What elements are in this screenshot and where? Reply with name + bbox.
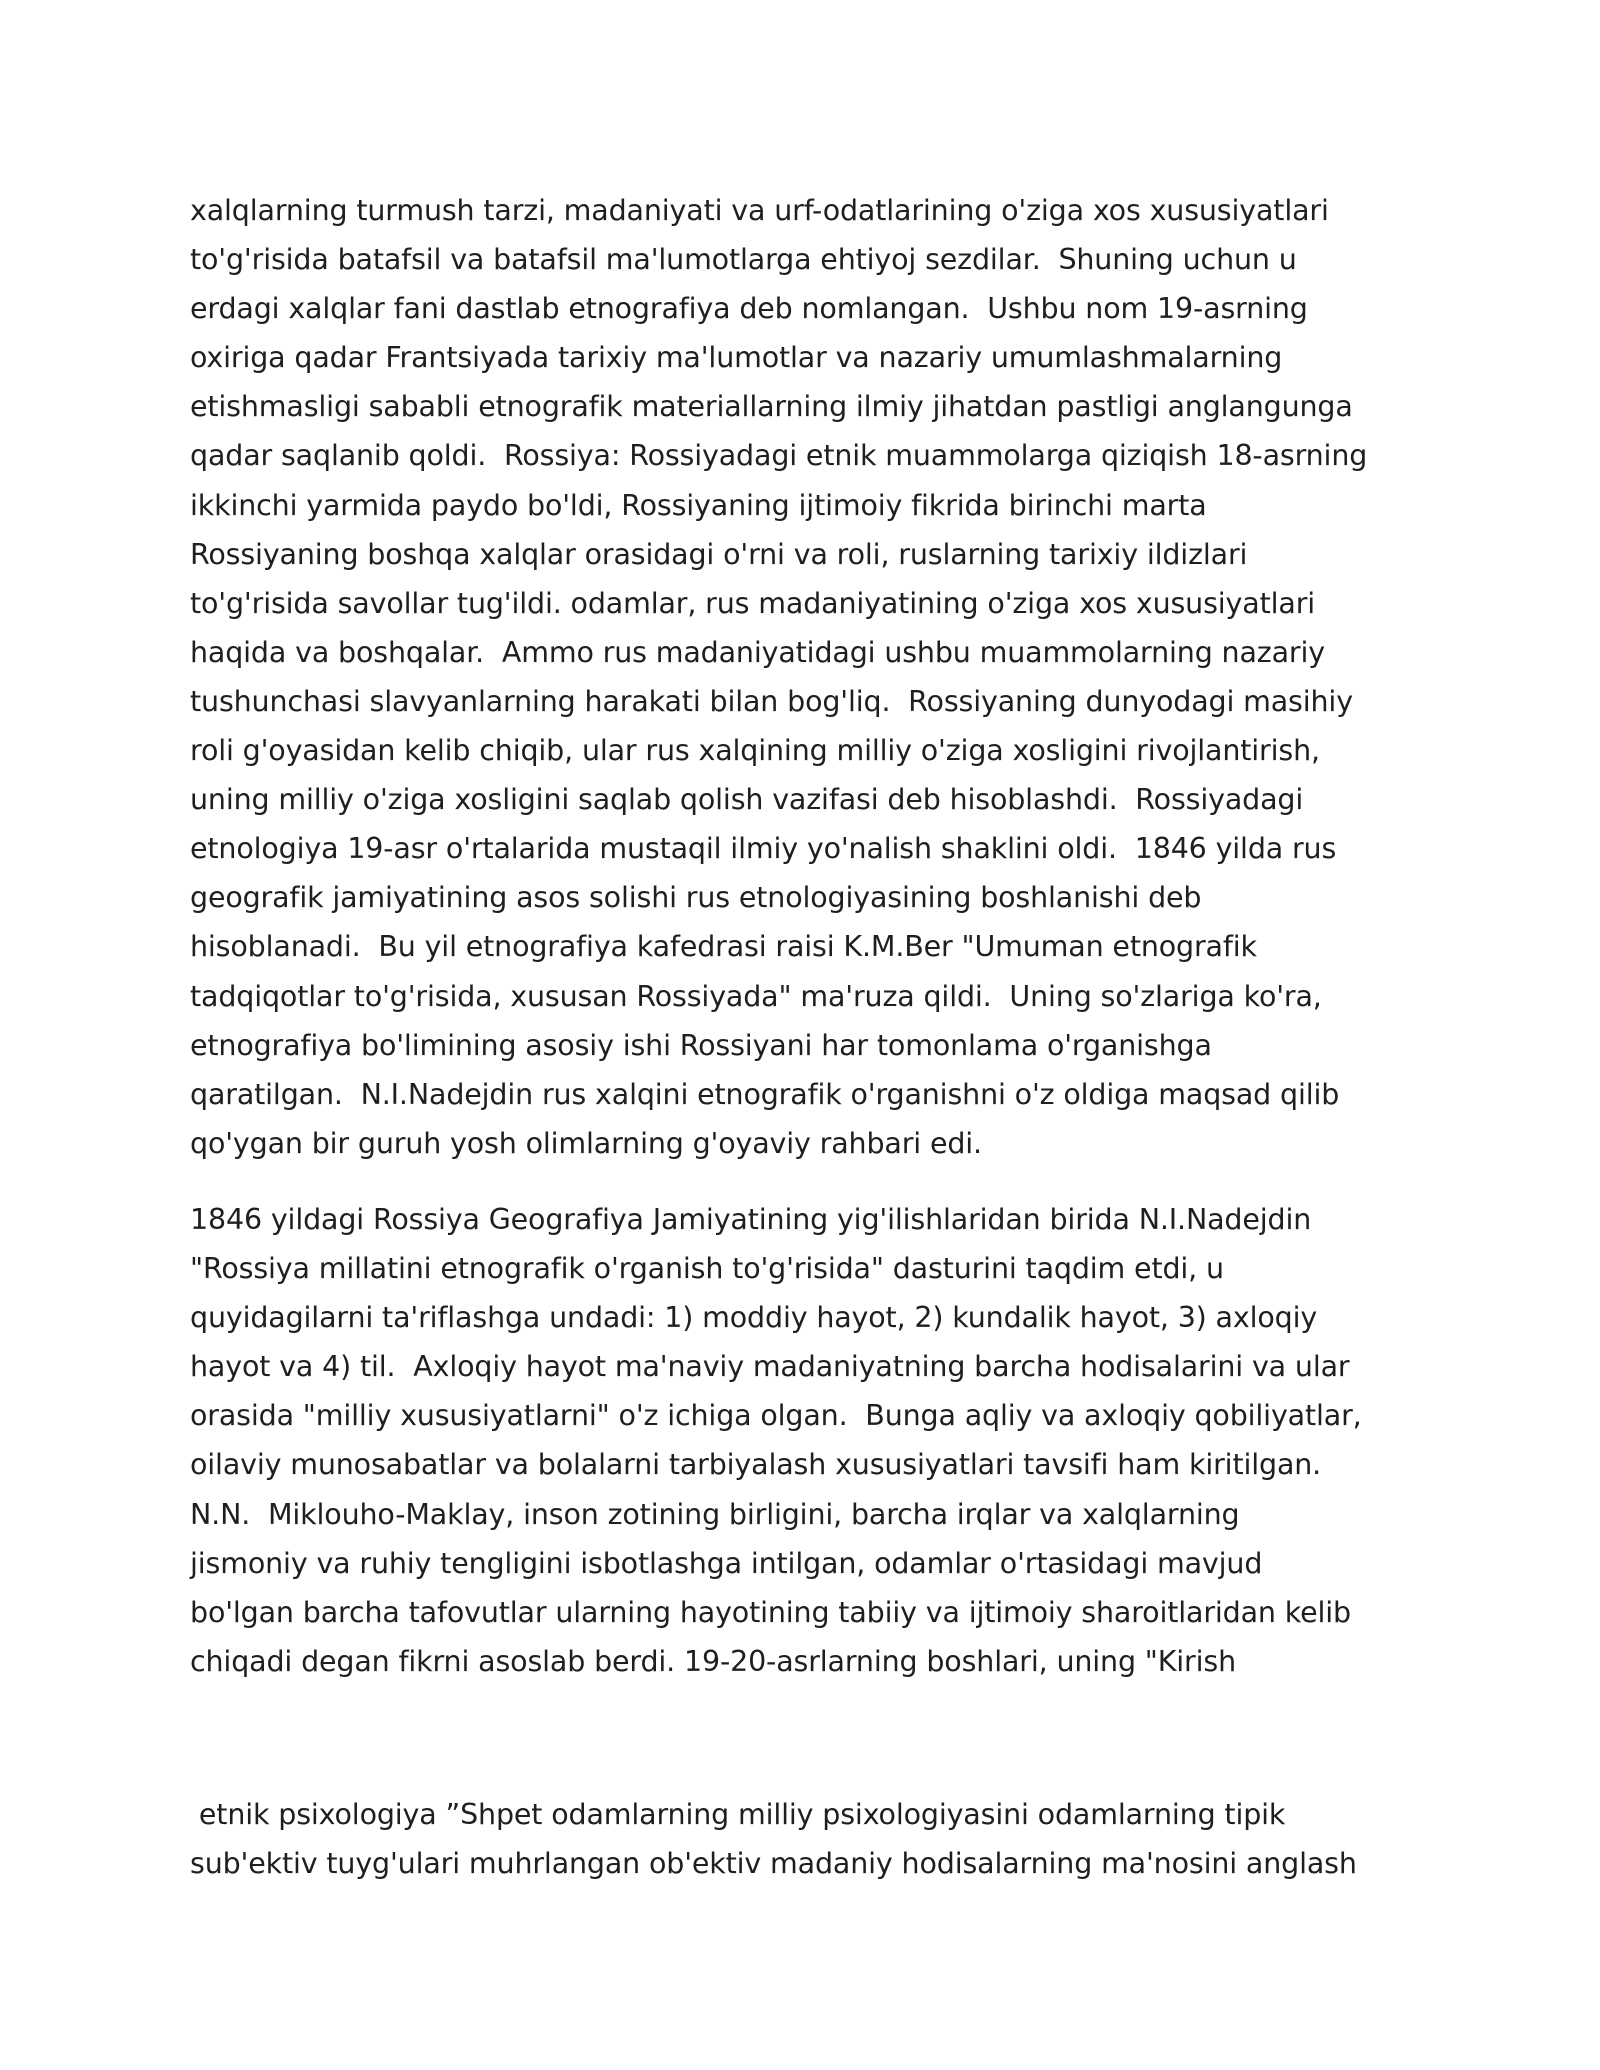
text-line: Rossiyaning boshqa xalqlar orasidagi o'rni va roli, ruslarning tarixiy ildizlari — [190, 537, 1248, 571]
text-line: to'g'risida savollar tug'ildi. odamlar, rus madaniyatining o'ziga xos xususiyatlari — [190, 586, 1316, 620]
text-line: xalqlarning turmush tarzi, madaniyati va urf-odatlarining o'ziga xos xususiyatlari — [190, 194, 1329, 227]
text-line: orasida "milliy xususiyatlarni" o'z ichiga olgan. Bunga aqliy va axloqiy qobiliyatlar, — [190, 1399, 1362, 1433]
text-line: jismoniy va ruhiy tengligini isbotlashga intilgan, odamlar o'rtasidagi mavjud — [190, 1546, 1263, 1580]
text-line: qadar saqlanib qoldi. Rossiya: Rossiyadagi etnik muammolarga qiziqish 18-asrning — [190, 439, 1368, 473]
text-line: to'g'risida batafsil va batafsil ma'lumotlarga ehtiyoj sezdilar. Shuning uchun u — [190, 243, 1297, 277]
text-line: geografik jamiyatining asos solishi rus etnologiyasining boshlanishi deb — [190, 881, 1202, 915]
text-line: erdagi xalqlar fani dastlab etnografiya deb nomlangan. Ushbu nom 19-asrning — [190, 292, 1308, 326]
paragraph-3 — [190, 1790, 1357, 1888]
text-line: hisoblanadi. Bu yil etnografiya kafedrasi raisi K.M.Ber "Umuman etnografik — [190, 930, 1257, 964]
text-line: chiqadi degan fikrni asoslab berdi. 19-20-asrlarning boshlari, uning "Kirish — [190, 1644, 1237, 1678]
text-line: N.N. Miklouho-Maklay, inson zotining birligini, barcha irqlar va xalqlarning — [190, 1497, 1240, 1531]
text-line: etishmasligi sababli etnografik materiallarning ilmiy jihatdan pastligi anglangunga — [190, 390, 1353, 424]
text-line: etnografiya bo'limining asosiy ishi Rossiyani har tomonlama o'rganishga — [190, 1028, 1212, 1062]
text-line: bo'lgan barcha tafovutlar ularning hayotining tabiiy va ijtimoiy sharoitlaridan kelib — [190, 1595, 1351, 1629]
text-line: sub'ektiv tuyg'ulari muhrlangan ob'ektiv madaniy hodisalarning ma'nosini anglash — [190, 1847, 1357, 1881]
text-line: 1846 yildagi Rossiya Geografiya Jamiyatining yig'ilishlaridan birida N.I.Nadejdin — [190, 1203, 1312, 1236]
text-line: quyidagilarni ta'riflashga undadi: 1) moddiy hayot, 2) kundalik hayot, 3) axloqiy — [190, 1301, 1318, 1335]
text-line: haqida va boshqalar. Ammo rus madaniyatidagi ushbu muammolarning nazariy — [190, 635, 1325, 669]
text-line: tadqiqotlar to'g'risida, xususan Rossiyada" ma'ruza qildi. Uning so'zlariga ko'ra, — [190, 979, 1322, 1013]
text-line: oxiriga qadar Frantsiyada tarixiy ma'lumotlar va nazariy umumlashmalarning — [190, 341, 1283, 375]
text-line: etnologiya 19-asr o'rtalarida mustaqil ilmiy yo'nalish shaklini oldi. 1846 yilda rus — [190, 832, 1337, 866]
text-line: uning milliy o'ziga xosligini saqlab qolish vazifasi deb hisoblashdi. Rossiyadagi — [190, 783, 1304, 817]
text-line: tushunchasi slavyanlarning harakati bilan bog'liq. Rossiyaning dunyodagi masihiy — [190, 684, 1353, 718]
text-line: ikkinchi yarmida paydo bo'ldi, Rossiyaning ijtimoiy fikrida birinchi marta — [190, 488, 1207, 522]
text-line: hayot va 4) til. Axloqiy hayot ma'naviy madaniyatning barcha hodisalarini va ular — [190, 1350, 1350, 1384]
text-line: oilaviy munosabatlar va bolalarni tarbiyalash xususiyatlari tavsifi ham kiritilgan. — [190, 1448, 1322, 1482]
paragraph-2 — [190, 1195, 1362, 1686]
text-line: qaratilgan. N.I.Nadejdin rus xalqini etnografik o'rganishni o'z oldiga maqsad qilib — [190, 1077, 1340, 1111]
text-line: roli g'oyasidan kelib chiqib, ular rus xalqining milliy o'ziga xosligini rivojlantirish, — [190, 734, 1320, 768]
text-line: "Rossiya millatini etnografik o'rganish to'g'risida" dasturini taqdim etdi, u — [190, 1252, 1224, 1286]
text-line: qo'ygan bir guruh yosh olimlarning g'oyaviy rahbari edi. — [190, 1126, 982, 1160]
paragraph-1 — [190, 186, 1367, 1168]
text-line: etnik psixologiya ”Shpet odamlarning milliy psixologiyasini odamlarning tipik — [190, 1798, 1286, 1831]
